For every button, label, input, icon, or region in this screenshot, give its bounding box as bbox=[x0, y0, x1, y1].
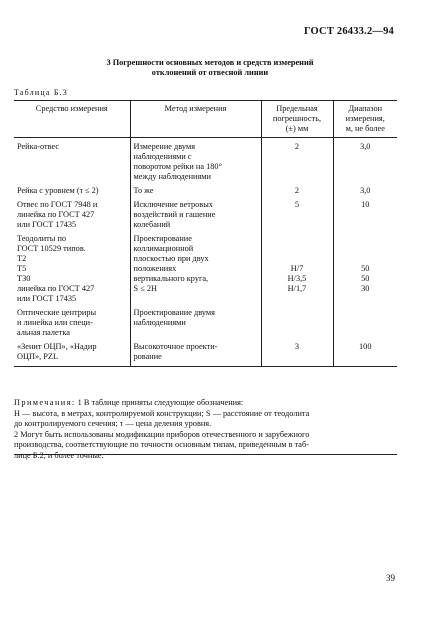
note-line bbox=[14, 398, 397, 409]
cell-method bbox=[130, 304, 261, 338]
cell-method bbox=[130, 138, 261, 183]
cell-line bbox=[265, 254, 330, 264]
table-row bbox=[14, 196, 397, 230]
cell-error bbox=[261, 196, 333, 230]
cell-line bbox=[337, 234, 395, 244]
header-range-line: Диапазон bbox=[348, 104, 383, 113]
cell-line: колебаний bbox=[133, 220, 171, 229]
note-line: до контролируемого сечения; τ — цена деления уровня. bbox=[14, 419, 212, 428]
cell-line bbox=[265, 234, 330, 244]
section-title-line: 3 Погрешности основных методов и средств измерений bbox=[106, 58, 314, 67]
header-error bbox=[261, 101, 333, 138]
cell-tool bbox=[14, 138, 130, 183]
table-header-row bbox=[14, 101, 397, 138]
cell-line: Оптические центриры bbox=[17, 308, 97, 317]
cell-range bbox=[333, 138, 397, 183]
cell-line: H/3,5 bbox=[287, 274, 307, 283]
cell-line: плоскостью при двух bbox=[133, 254, 209, 263]
cell-method bbox=[130, 182, 261, 196]
cell-line: или ГОСТ 17435 bbox=[17, 294, 77, 303]
cell-line: Проектирование bbox=[133, 234, 192, 243]
cell-tool bbox=[14, 182, 130, 196]
cell-line: Т5 bbox=[17, 264, 27, 273]
cell-line: 2 bbox=[294, 186, 300, 195]
cell-line bbox=[337, 244, 395, 254]
cell-line: 3,0 bbox=[360, 186, 371, 195]
cell-error bbox=[261, 304, 333, 338]
cell-line bbox=[265, 244, 330, 254]
table-row bbox=[14, 138, 397, 183]
table-notes bbox=[14, 398, 397, 461]
note-line: лице Б.2, и более точные. bbox=[14, 450, 104, 460]
cell-line: Отвес по ГОСТ 7948 и bbox=[17, 200, 98, 209]
table-row bbox=[14, 182, 397, 196]
cell-line: положениях bbox=[133, 264, 177, 273]
cell-line: 3 bbox=[294, 342, 300, 351]
measurement-tools-table bbox=[14, 100, 397, 367]
cell-line: 30 bbox=[361, 284, 370, 293]
cell-tool bbox=[14, 338, 130, 367]
cell-line: ГОСТ 10529 типов. bbox=[17, 244, 86, 253]
cell-line: между наблюдениями bbox=[133, 172, 211, 181]
table-caption: Таблица Б.3 bbox=[14, 88, 69, 97]
cell-range bbox=[333, 230, 397, 304]
cell-error bbox=[261, 338, 333, 367]
note-line: 2 Могут быть использованы модификации приборов отечественного и зарубежного bbox=[14, 429, 310, 439]
cell-line: Теодолиты по bbox=[17, 234, 67, 243]
cell-method bbox=[130, 338, 261, 367]
section-title-line: отклонений от отвесной линии bbox=[151, 68, 269, 77]
cell-range bbox=[333, 304, 397, 338]
cell-method bbox=[130, 196, 261, 230]
cell-method bbox=[130, 230, 261, 304]
cell-error bbox=[261, 138, 333, 183]
cell-line: альная палетка bbox=[17, 328, 70, 337]
cell-line: линейка по ГОСТ 427 bbox=[17, 284, 95, 293]
page-number: 39 bbox=[386, 573, 395, 583]
cell-line: S ≤ 2H bbox=[133, 284, 157, 293]
cell-line: Т30 bbox=[17, 274, 31, 283]
cell-range bbox=[333, 196, 397, 230]
cell-line: линейка по ГОСТ 427 bbox=[17, 210, 95, 219]
cell-line: 3,0 bbox=[360, 142, 371, 151]
cell-line: или ГОСТ 17435 bbox=[17, 220, 77, 229]
note-line: производства, соответствующие по точности основным типам, приведенным в таб- bbox=[14, 440, 309, 449]
table-row bbox=[14, 230, 397, 304]
cell-range bbox=[333, 338, 397, 367]
cell-line: Исключение ветровых bbox=[133, 200, 213, 209]
cell-line: 2 bbox=[294, 142, 300, 151]
cell-line: поворотом рейки на 180° bbox=[133, 162, 222, 171]
table-row bbox=[14, 304, 397, 338]
cell-line: рование bbox=[133, 352, 162, 361]
cell-error bbox=[261, 182, 333, 196]
header-error-line: погрешность, bbox=[272, 114, 322, 123]
cell-line bbox=[337, 308, 395, 318]
header-error-line: Предельная bbox=[276, 104, 318, 113]
cell-line: воздействий и гашение bbox=[133, 210, 216, 219]
header-method: Метод измерения bbox=[130, 101, 261, 138]
cell-line: наблюдениями с bbox=[133, 152, 192, 161]
cell-line: Измерение двумя bbox=[133, 142, 196, 151]
cell-line: коллимационной bbox=[133, 244, 194, 253]
header-range-line: измерения, bbox=[345, 114, 385, 123]
note-text: 1 В таблице приняты следующие обозначения: bbox=[77, 398, 244, 407]
cell-line: вертикального круга, bbox=[133, 274, 209, 283]
cell-line: 10 bbox=[361, 200, 370, 209]
cell-tool bbox=[14, 304, 130, 338]
cell-line bbox=[337, 254, 395, 264]
table-row bbox=[14, 338, 397, 367]
cell-line: и линейка или специ- bbox=[17, 318, 93, 327]
cell-line: 5 bbox=[294, 200, 300, 209]
cell-line: То же bbox=[133, 186, 154, 195]
cell-error bbox=[261, 230, 333, 304]
cell-line: Т2 bbox=[17, 254, 27, 263]
cell-line: Рейка с уровнем (τ ≤ 2) bbox=[17, 186, 99, 195]
section-title bbox=[60, 58, 360, 78]
cell-line: «Зенит ОЦП», «Надир bbox=[17, 342, 97, 351]
notes-label: Примечания: bbox=[14, 398, 76, 407]
header-tool: Средство измерения bbox=[14, 101, 130, 138]
cell-line: 50 bbox=[361, 264, 370, 273]
cell-line: H/1,7 bbox=[287, 284, 307, 293]
notes-bottom-rule bbox=[14, 454, 397, 455]
cell-line: 100 bbox=[359, 342, 372, 351]
cell-range bbox=[333, 182, 397, 196]
cell-line: H/7 bbox=[290, 264, 304, 273]
cell-line: Рейка-отвес bbox=[17, 142, 60, 151]
cell-tool bbox=[14, 196, 130, 230]
cell-line bbox=[265, 308, 330, 318]
cell-line: Высокоточное проекти- bbox=[133, 342, 218, 351]
cell-tool bbox=[14, 230, 130, 304]
document-header-id: ГОСТ 26433.2—94 bbox=[303, 26, 394, 37]
header-range bbox=[333, 101, 397, 138]
cell-line: ОЦП», PZL bbox=[17, 352, 59, 361]
cell-line: Проектирование двумя bbox=[133, 308, 215, 317]
note-line: H — высота, в метрах, контролируемой конструкции; S — расстояние от теодолита bbox=[14, 408, 310, 418]
cell-line: наблюдениями bbox=[133, 318, 186, 327]
header-error-line: (±) мм bbox=[285, 124, 309, 133]
header-range-line: м, не более bbox=[345, 124, 385, 133]
cell-line: 50 bbox=[361, 274, 370, 283]
